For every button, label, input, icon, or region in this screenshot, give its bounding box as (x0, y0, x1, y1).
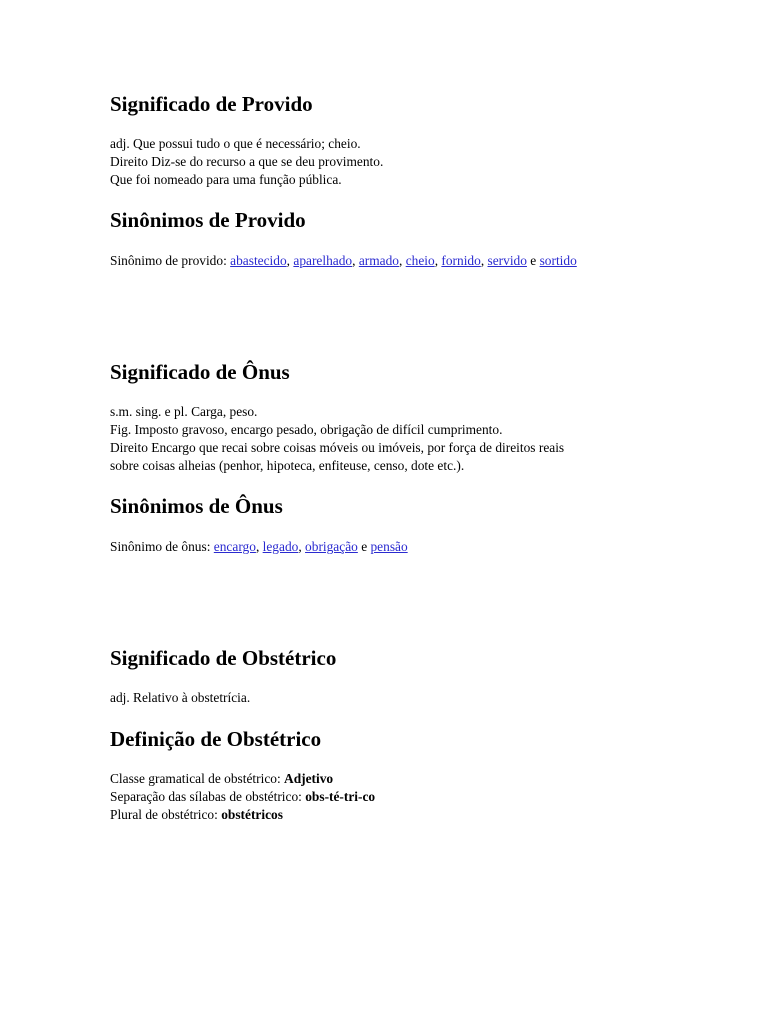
separator: , (434, 253, 442, 268)
definition-line: Que foi nomeado para uma função pública. (110, 172, 342, 187)
separator: , (480, 253, 488, 268)
synonym-link[interactable]: servido (487, 253, 527, 268)
synonym-link[interactable]: pensão (370, 539, 408, 554)
detail-value: Adjetivo (284, 771, 334, 786)
heading-significado-provido: Significado de Provido (110, 92, 313, 116)
separator: , (398, 253, 406, 268)
detail-value: obstétricos (221, 807, 283, 822)
synonyms-label: Sinônimo de provido: (110, 253, 231, 268)
definition-line: Direito Encargo que recai sobre coisas móveis ou imóveis, por força de direitos reais (110, 440, 565, 455)
definition-line: Fig. Imposto gravoso, encargo pesado, obrigação de difícil cumprimento. (110, 422, 503, 437)
definition-line: Direito Diz-se do recurso a que se deu provimento. (110, 154, 384, 169)
definition-onus (110, 403, 564, 475)
separator: , (286, 253, 294, 268)
entry-provido (110, 92, 750, 268)
definition-line: s.m. sing. e pl. Carga, peso. (110, 404, 258, 419)
separator: e (526, 253, 540, 268)
definition-line: adj. Que possui tudo o que é necessário; cheio. (110, 136, 361, 151)
detail-label: Separação das sílabas de obstétrico: (110, 789, 306, 804)
synonym-link[interactable]: fornido (441, 253, 481, 268)
heading-definicao-obstetrico: Definição de Obstétrico (110, 727, 322, 751)
heading-significado-onus: Significado de Ônus (110, 360, 290, 384)
synonym-link[interactable]: legado (262, 539, 299, 554)
detail-row-classe (110, 770, 375, 788)
synonym-link[interactable]: abastecido (230, 253, 287, 268)
detail-row-silabas (110, 788, 375, 806)
synonyms-label: Sinônimo de ônus: (110, 539, 214, 554)
heading-significado-obstetrico: Significado de Obstétrico (110, 646, 337, 670)
synonym-link[interactable]: aparelhado (293, 253, 353, 268)
separator: , (352, 253, 359, 268)
synonym-link[interactable]: cheio (405, 253, 435, 268)
definition-details (110, 770, 375, 824)
synonyms-provido (110, 252, 577, 270)
detail-label: Plural de obstétrico: (110, 807, 222, 822)
definition-line: sobre coisas alheias (penhor, hipoteca, enfiteuse, censo, dote etc.). (110, 458, 465, 473)
synonym-link[interactable]: armado (358, 253, 399, 268)
definition-line: adj. Relativo à obstetrícia. (110, 690, 251, 705)
detail-label: Classe gramatical de obstétrico: (110, 771, 285, 786)
separator: e (357, 539, 371, 554)
definition-provido (110, 135, 383, 189)
synonym-link[interactable]: encargo (213, 539, 256, 554)
synonyms-onus (110, 538, 408, 556)
separator: , (298, 539, 306, 554)
synonym-link[interactable]: sortido (539, 253, 577, 268)
heading-sinonimos-onus: Sinônimos de Ônus (110, 494, 283, 518)
separator: , (255, 539, 263, 554)
heading-sinonimos-provido: Sinônimos de Provido (110, 208, 306, 232)
synonym-link[interactable]: obrigação (305, 539, 358, 554)
detail-row-plural (110, 806, 375, 824)
entry-obstetrico (110, 646, 750, 822)
detail-value: obs-té-tri-co (305, 789, 376, 804)
entry-onus (110, 360, 750, 554)
